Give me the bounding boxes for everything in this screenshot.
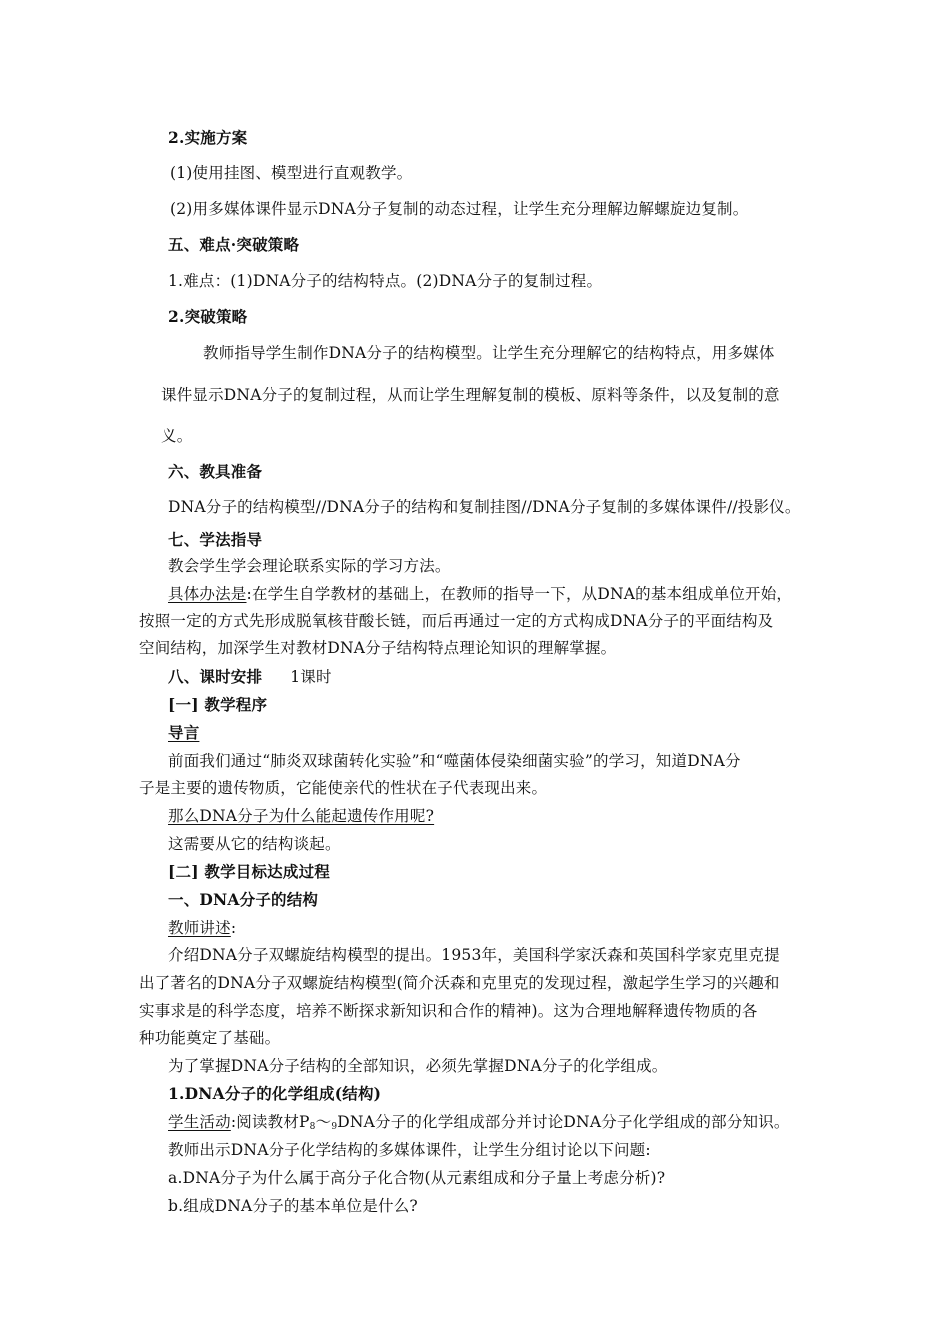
paragraph-line: 这需要从它的结构谈起。 (168, 835, 341, 853)
heading-teaching-procedure: [一] 教学程序 (168, 695, 268, 714)
paragraph-line: a.DNA分子为什么属于高分子化合物(从元素组成和分子量上考虑分析)? (168, 1169, 666, 1187)
paragraph-line: (1)使用挂图、模型进行直观教学。 (170, 164, 413, 182)
heading-breakthrough-strategy: 2.突破策略 (168, 307, 248, 326)
paragraph-line: 教会学生学会理论联系实际的学习方法。 (168, 557, 451, 575)
paragraph-line: 学生活动:阅读教材$P_8\sim_9DNA$分子的化学组成部分并讨论DNA分子化学组成的部分知识。 (168, 1113, 790, 1132)
underlined-term: 具体办法是 (168, 585, 247, 603)
paragraph-line: b.组成DNA分子的基本单位是什么? (168, 1197, 418, 1215)
heading-teaching-aids: 六、教具准备 (168, 462, 263, 481)
heading-class-schedule: 八、课时安排 (168, 667, 263, 686)
paragraph-line: 课件显示DNA分子的复制过程，从而让学生理解复制的模板、原料等条件，以及复制的意 (161, 386, 780, 404)
paragraph-line: 教师出示DNA分子化学结构的多媒体课件，让学生分组讨论以下问题: (168, 1141, 651, 1159)
heading-introduction: 导言 (168, 723, 200, 742)
paragraph-line: 按照一定的方式先形成脱氧核苷酸长链，而后再通过一定的方式构成DNA分子的平面结构及 (139, 612, 774, 630)
paragraph-line: 八、课时安排 1课时 (168, 667, 332, 686)
paragraph-line: 教师指导学生制作DNA分子的结构模型。让学生充分理解它的结构特点，用多媒体 (203, 344, 775, 362)
heading-implementation-plan: 2.实施方案 (168, 128, 248, 147)
paragraph-line: DNA分子的结构模型//DNA分子的结构和复制挂图//DNA分子复制的多媒体课件//投影仪。 (168, 498, 801, 516)
underlined-term: 教师讲述 (168, 919, 231, 937)
heading-teaching-goals: [二] 教学目标达成过程 (168, 862, 330, 881)
paragraph-line: 那么DNA分子为什么能起遗传作用呢? (168, 807, 435, 825)
heading-dna-structure: 一、DNA分子的结构 (168, 890, 319, 909)
paragraph-line: 教师讲述: (168, 919, 237, 937)
paragraph-line: 为了掌握DNA分子结构的全部知识，必须先掌握DNA分子的化学组成。 (168, 1057, 668, 1075)
heading-dna-chemical-composition: 1.DNA分子的化学组成(结构) (168, 1084, 382, 1103)
heading-difficulty-strategy: 五、难点·突破策略 (168, 235, 300, 254)
paragraph-line: 种功能奠定了基础。 (139, 1029, 281, 1047)
paragraph-line: 具体办法是:在学生自学教材的基础上，在教师的指导一下，从DNA的基本组成单位开始， (168, 585, 793, 603)
underlined-term: 学生活动 (168, 1113, 231, 1131)
heading-learning-guidance: 七、学法指导 (168, 530, 263, 549)
paragraph-line: (2)用多媒体课件显示DNA分子复制的动态过程，让学生充分理解边解螺旋边复制。 (170, 200, 749, 218)
paragraph-line: 出了著名的DNA分子双螺旋结构模型(简介沃森和克里克的发现过程，激起学生学习的兴趣和 (139, 974, 780, 992)
paragraph-line: 介绍DNA分子双螺旋结构模型的提出。1953年，美国科学家沃森和英国科学家克里克提 (168, 946, 780, 964)
paragraph-line: 子是主要的遗传物质，它能使亲代的性状在子代表现出来。 (139, 779, 548, 797)
paragraph-line: 1.难点：(1)DNA分子的结构特点。(2)DNA分子的复制过程。 (168, 272, 603, 290)
paragraph-line: 前面我们通过“肺炎双球菌转化实验”和“噬菌体侵染细菌实验”的学习，知道DNA分 (168, 752, 741, 770)
paragraph-line: 义。 (161, 427, 193, 445)
paragraph-line: 实事求是的科学态度，培养不断探求新知识和合作的精神)。这为合理地解释遗传物质的各 (139, 1002, 758, 1020)
paragraph-line: 空间结构，加深学生对教材DNA分子结构特点理论知识的理解掌握。 (139, 639, 617, 657)
